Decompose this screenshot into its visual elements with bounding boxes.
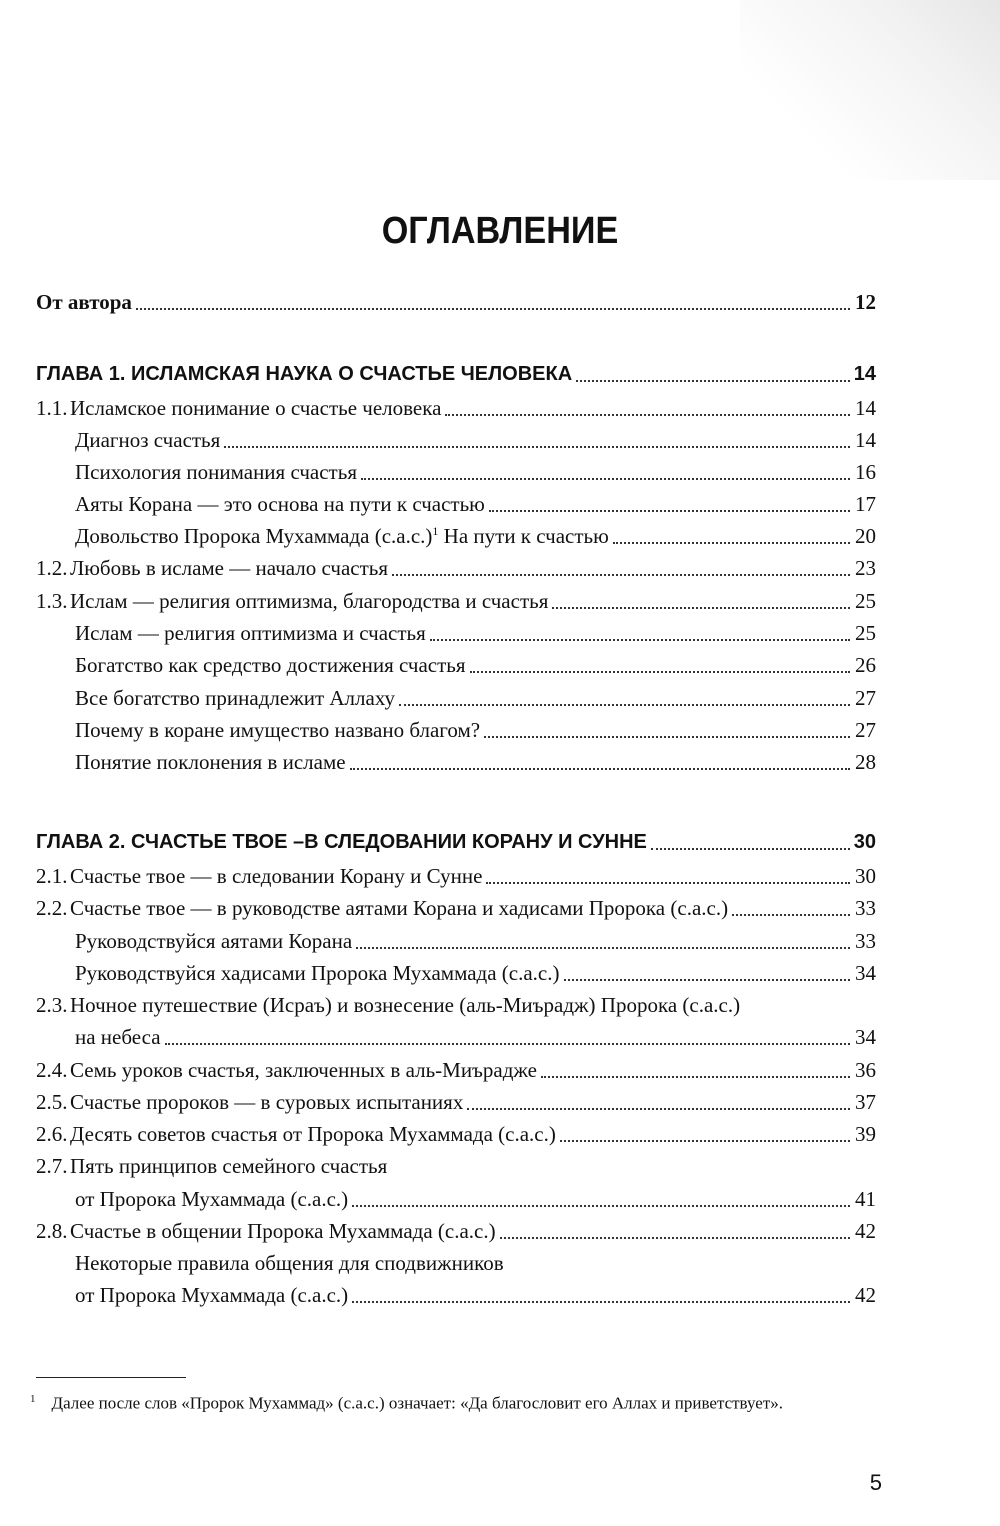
toc-page-number: 14 (855, 396, 876, 420)
toc-entry (0, 1181, 1000, 1212)
dot-leader (489, 509, 850, 512)
toc-page-number: 14 (855, 428, 876, 452)
toc-entry (0, 923, 1000, 954)
toc-entry (0, 390, 1000, 421)
toc-page-number: 42 (855, 1283, 876, 1307)
toc-entry-title: Некоторые правила общения для сподвижников (75, 1251, 504, 1275)
toc-entry-title: Понятие поклонения в исламе (75, 750, 346, 774)
dot-leader (541, 1075, 850, 1078)
dot-leader (430, 638, 850, 641)
dot-leader (470, 670, 850, 673)
toc-entry-title: от Пророка Мухаммада (с.а.с.) (75, 1283, 349, 1307)
toc-entry (0, 518, 1000, 549)
toc-entry-number: 2.2. (36, 896, 68, 920)
footnote-rule (36, 1377, 186, 1378)
toc-page-number: 28 (855, 750, 876, 774)
footnote-ref: 1 (432, 524, 439, 538)
toc-entry (0, 1052, 1000, 1083)
toc-entry-number: 2.3. (36, 993, 68, 1017)
toc-page-number: 27 (855, 686, 876, 710)
toc-entry-number: 2.8. (36, 1219, 68, 1243)
dot-leader (732, 913, 850, 916)
toc-entry-title: Аяты Корана — это основа на пути к счастью (75, 492, 485, 516)
toc-chapter (0, 824, 1000, 855)
toc-entry-title: Почему в коране имущество названо благом? (75, 718, 481, 742)
toc-entry (0, 712, 1000, 743)
dot-leader (136, 307, 850, 310)
toc-page-number: 36 (855, 1058, 876, 1082)
toc-entry-number: 1.1. (36, 396, 68, 420)
toc-entry-title: ГЛАВА 1. ИСЛАМСКАЯ НАУКА О СЧАСТЬЕ ЧЕЛОВЕКА (36, 363, 573, 385)
dot-leader (361, 477, 850, 480)
toc-entry-title: От автора (36, 290, 132, 314)
toc-entry (0, 890, 1000, 921)
toc-entry-title: Все богатство принадлежит Аллаху (75, 686, 396, 710)
toc-entry-title: Диагноз счастья (75, 428, 221, 452)
page-number: 5 (869, 1470, 882, 1495)
toc-entry-title: Счастье твое — в следовании Корану и Сунне (70, 864, 483, 888)
toc-page-number: 34 (855, 1025, 876, 1049)
toc-page-number: 20 (855, 524, 876, 548)
toc-entry-number: 2.5. (36, 1090, 68, 1114)
dot-leader (651, 847, 850, 850)
dot-leader (576, 379, 850, 382)
dot-leader (484, 735, 850, 738)
toc-page-number: 25 (855, 621, 876, 645)
toc-page-number: 33 (855, 929, 876, 953)
scan-shadow (740, 0, 1000, 180)
toc-entry (0, 1148, 1000, 1179)
toc-page-number: 26 (855, 653, 876, 677)
toc-page-number: 25 (855, 589, 876, 613)
toc-page-number: 27 (855, 718, 876, 742)
toc-entry-title: ГЛАВА 2. СЧАСТЬЕ ТВОЕ –В СЛЕДОВАНИИ КОРАНУ И СУННЕ (36, 831, 647, 853)
page-title: ОГЛАВЛЕНИЕ (381, 210, 619, 252)
toc-entry-title: Руководствуйся аятами Корана (75, 929, 353, 953)
toc-entry (0, 1116, 1000, 1147)
dot-leader (392, 573, 850, 576)
toc-entry-title: Руководствуйся хадисами Пророка Мухаммада (с.а.с.) (75, 961, 560, 985)
toc-page-number: 30 (855, 864, 876, 888)
dot-leader (445, 413, 850, 416)
dot-leader (352, 1204, 850, 1207)
toc-entry-number: 2.6. (36, 1122, 68, 1146)
toc-entry-title: Счастье пророков — в суровых испытаниях (70, 1090, 464, 1114)
toc-page-number: 12 (855, 290, 876, 314)
toc-chapter (0, 356, 1000, 387)
toc-entry (0, 858, 1000, 889)
dot-leader (399, 703, 850, 706)
toc-page-number: 30 (853, 831, 876, 853)
toc-entry-number: 2.7. (36, 1154, 68, 1178)
toc-entry (0, 744, 1000, 775)
toc-page-number: 23 (855, 556, 876, 580)
toc-entry (0, 550, 1000, 581)
toc-entry (0, 680, 1000, 711)
toc-entry (0, 955, 1000, 986)
toc-entry-title: Счастье твое — в руководстве аятами Корана и хадисами Пророка (с.а.с.) (70, 896, 729, 920)
toc-entry-title: Ислам — религия оптимизма, благородства и счастья (70, 589, 549, 613)
toc-entry (0, 583, 1000, 614)
toc-entry-number: 1.2. (36, 556, 68, 580)
toc-entry (0, 284, 1000, 315)
dot-leader (552, 606, 850, 609)
toc-entry (0, 1019, 1000, 1050)
toc-entry-title: от Пророка Мухаммада (с.а.с.) (75, 1187, 349, 1211)
toc-entry-title: Богатство как средство достижения счастья (75, 653, 466, 677)
toc-entry-title: Пять принципов семейного счастья (70, 1154, 388, 1178)
toc-page-number: 37 (855, 1090, 876, 1114)
toc-entry-title: Любовь в исламе — начало счастья (70, 556, 389, 580)
toc-entry-title: Исламское понимание о счастье человека (70, 396, 442, 420)
toc-page-number: 34 (855, 961, 876, 985)
dot-leader (486, 881, 850, 884)
dot-leader (165, 1042, 850, 1045)
dot-leader (560, 1139, 850, 1142)
toc-page-number: 17 (855, 492, 876, 516)
toc-entry-title: Довольство Пророка Мухаммада (с.а.с.)$^1$ На пути к счастью (75, 524, 609, 548)
dot-leader (613, 541, 850, 544)
toc-page-number: 33 (855, 896, 876, 920)
toc-entry-number: 1.3. (36, 589, 68, 613)
toc-entry (0, 422, 1000, 453)
toc-entry-title: Счастье в общении Пророка Мухаммада (с.а.с.) (70, 1219, 496, 1243)
toc-entry-title: Десять советов счастья от Пророка Мухаммада (с.а.с.) (70, 1122, 556, 1146)
toc-entry-title: Ислам — религия оптимизма и счастья (75, 621, 426, 645)
dot-leader (356, 946, 850, 949)
toc-entry (0, 1084, 1000, 1115)
footnote (30, 1393, 783, 1414)
toc-entry-title: на небеса (75, 1025, 161, 1049)
dot-leader (350, 767, 850, 770)
toc-entry (0, 615, 1000, 646)
toc-entry-title: Психология понимания счастья (75, 460, 357, 484)
toc-entry-number: 2.1. (36, 864, 68, 888)
dot-leader (224, 445, 850, 448)
toc-entry (0, 1245, 1000, 1276)
toc-entry (0, 1277, 1000, 1308)
dot-leader (500, 1236, 850, 1239)
toc-entry-title: Ночное путешествие (Исраъ) и вознесение (аль-Миърадж) Пророка (с.а.с.) (70, 993, 741, 1017)
dot-leader (352, 1300, 850, 1303)
footnote-text: Далее после слов «Пророк Мухаммад» (с.а.с.) означает: «Да благословит его Аллах и приветствует». (51, 1393, 783, 1413)
toc-entry-number: 2.4. (36, 1058, 68, 1082)
toc-page-number: 39 (855, 1122, 876, 1146)
toc-page-number: 41 (855, 1187, 876, 1211)
dot-leader (564, 978, 851, 981)
toc-page-number: 14 (853, 363, 876, 385)
toc-entry-title: Семь уроков счастья, заключенных в аль-Миърадже (70, 1058, 537, 1082)
toc-entry (0, 454, 1000, 485)
toc-entry (0, 987, 1000, 1018)
footnote-mark: 1 (30, 1393, 36, 1405)
dot-leader (467, 1107, 850, 1110)
toc-page-number: 16 (855, 460, 876, 484)
toc-page-number: 42 (855, 1219, 876, 1243)
toc-entry (0, 647, 1000, 678)
toc-entry (0, 1213, 1000, 1244)
toc-entry (0, 486, 1000, 517)
